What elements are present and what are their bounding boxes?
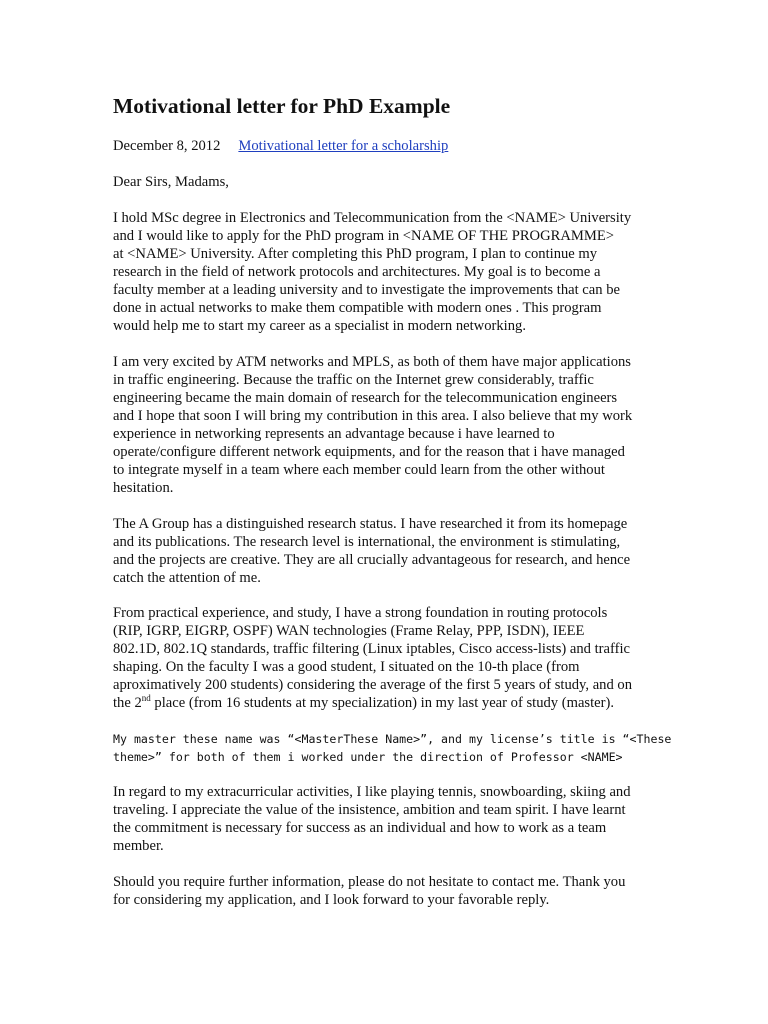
paragraph-line: and I would like to apply for the PhD program in <NAME OF THE PROGRAMME>: [113, 228, 614, 244]
category-link[interactable]: Motivational letter for a scholarship: [238, 138, 449, 154]
paragraph-line: I hold MSc degree in Electronics and Telecommunication from the <NAME> University: [113, 210, 632, 226]
paragraph-line: hesitation.: [113, 480, 174, 496]
paragraph-line: would help me to start my career as a specialist in modern networking.: [113, 318, 526, 334]
paragraph-line: at <NAME> University. After completing this PhD program, I plan to continue my: [113, 246, 598, 262]
paragraph-line: and I hope that soon I will bring my contribution in this area. I also believe that my work: [113, 408, 633, 424]
ordinal-suffix: nd: [141, 693, 151, 703]
paragraph-line: catch the attention of me.: [113, 570, 261, 586]
letter-page: [113, 92, 672, 908]
ordinal-number: the 2: [113, 695, 142, 711]
paragraph-line: to integrate myself in a team where each member could learn from the other without: [113, 462, 605, 478]
paragraph-line: The A Group has a distinguished research status. I have researched it from its homepage: [113, 516, 628, 532]
paragraph-line: Should you require further information, please do not hesitate to contact me. Thank you: [113, 874, 626, 890]
salutation: Dear Sirs, Madams,: [113, 174, 229, 190]
paragraph-line: From practical experience, and study, I have a strong foundation in routing protocols: [113, 605, 608, 621]
paragraph-line: shaping. On the faculty I was a good student, I situated on the 10-th place (from: [113, 659, 580, 675]
paragraph-line: My master these name was “<MasterThese Name>”, and my license’s title is “<These: [113, 732, 672, 746]
paragraph-line: done in actual networks to make them compatible with modern ones . This program: [113, 300, 602, 316]
paragraph-line: operate/configure different network equipments, and for the reason that i have managed: [113, 444, 625, 460]
post-date: December 8, 2012: [113, 138, 221, 154]
paragraph-line: for considering my application, and I look forward to your favorable reply.: [113, 892, 550, 908]
paragraph-line: I am very excited by ATM networks and MPLS, as both of them have major applications: [113, 354, 631, 370]
paragraph-line: In regard to my extracurricular activities, I like playing tennis, snowboarding, skiing and: [113, 784, 631, 800]
paragraph-line-tail: place (from 16 students at my specialization) in my last year of study (master).: [150, 695, 614, 711]
paragraph-line: and the projects are creative. They are all crucially advantageous for research, and hence: [113, 552, 631, 568]
paragraph-line: in traffic engineering. Because the traffic on the Internet grew considerably, traffic: [113, 372, 594, 388]
paragraph-line: (RIP, IGRP, EIGRP, OSPF) WAN technologies (Frame Relay, PPP, ISDN), IEEE: [113, 623, 585, 639]
paragraph-line: experience in networking represents an advantage because i have learned to: [113, 426, 555, 442]
paragraph-line: member.: [113, 838, 164, 854]
date-row: [113, 137, 448, 155]
paragraph-line: 802.1D, 802.1Q standards, traffic filtering (Linux iptables, Cisco access-lists) and traffic: [113, 641, 631, 657]
paragraph-line: [113, 694, 614, 712]
paragraph-line: the commitment is necessary for success as an individual and how to work as a team: [113, 820, 607, 836]
paragraph-line: and its publications. The research level is international, the environment is stimulating,: [113, 534, 621, 550]
paragraph-line: traveling. I appreciate the value of the insistence, ambition and team spirit. I have learnt: [113, 802, 626, 818]
paragraph-line: theme>” for both of them i worked under the direction of Professor <NAME>: [113, 750, 623, 764]
paragraph-line: faculty member at a leading university and to investigate the improvements that can be: [113, 282, 620, 298]
paragraph-line: engineering became the main domain of research for the telecommunication engineers: [113, 390, 618, 406]
paragraph-line: research in the field of network protocols and architectures. My goal is to become a: [113, 264, 601, 280]
document-title: Motivational letter for PhD Example: [113, 94, 451, 118]
paragraph-line: aproximatively 200 students) considering the average of the first 5 years of study, and on: [113, 677, 633, 693]
